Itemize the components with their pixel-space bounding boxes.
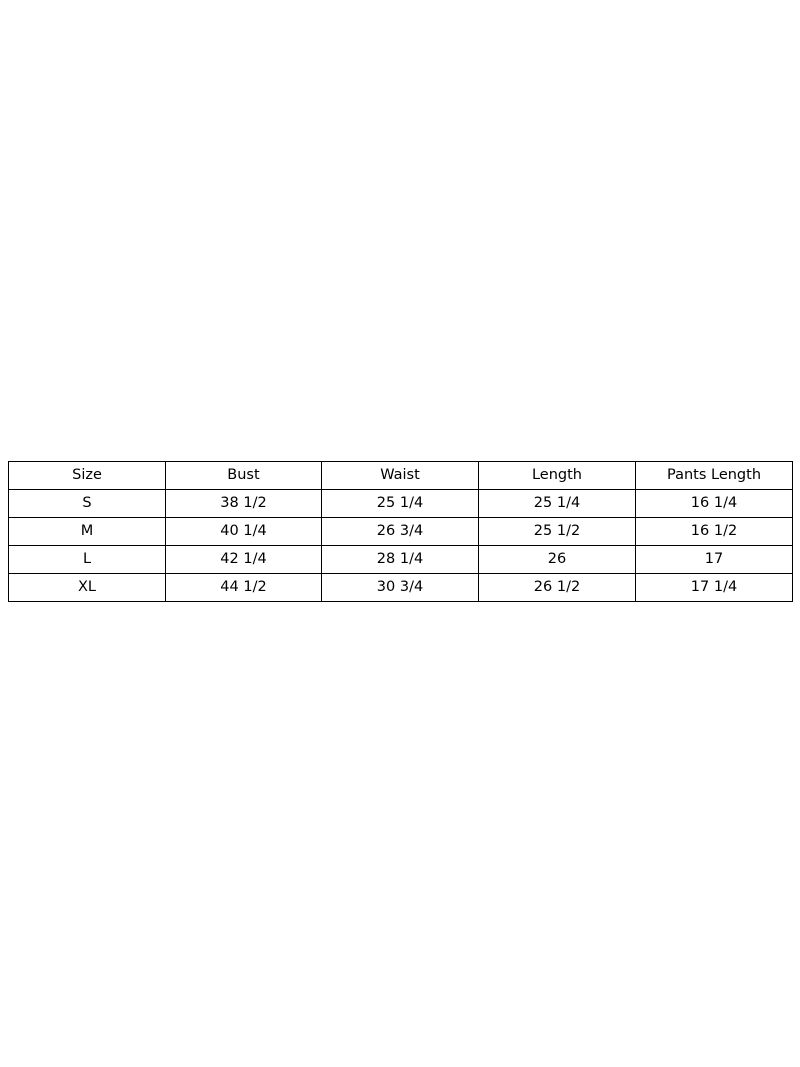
cell-pants-length: 17 1/4: [636, 574, 793, 602]
cell-waist: 25 1/4: [322, 490, 479, 518]
table-body: [9, 490, 793, 602]
table-header-row: [9, 462, 793, 490]
cell-pants-length: 16 1/4: [636, 490, 793, 518]
cell-length: 25 1/2: [479, 518, 636, 546]
cell-bust: 44 1/2: [166, 574, 322, 602]
column-header-length: Length: [479, 462, 636, 490]
cell-size: L: [9, 546, 166, 574]
table-row: [9, 574, 793, 602]
cell-bust: 40 1/4: [166, 518, 322, 546]
cell-length: 25 1/4: [479, 490, 636, 518]
column-header-size: Size: [9, 462, 166, 490]
table-row: [9, 546, 793, 574]
cell-size: XL: [9, 574, 166, 602]
cell-pants-length: 17: [636, 546, 793, 574]
cell-bust: 38 1/2: [166, 490, 322, 518]
size-chart-container: [8, 461, 792, 602]
cell-waist: 28 1/4: [322, 546, 479, 574]
table-row: [9, 518, 793, 546]
cell-waist: 30 3/4: [322, 574, 479, 602]
cell-size: M: [9, 518, 166, 546]
column-header-pants-length: Pants Length: [636, 462, 793, 490]
table-row: [9, 490, 793, 518]
table-header: [9, 462, 793, 490]
size-chart-table: [8, 461, 793, 602]
cell-length: 26: [479, 546, 636, 574]
cell-bust: 42 1/4: [166, 546, 322, 574]
column-header-waist: Waist: [322, 462, 479, 490]
cell-size: S: [9, 490, 166, 518]
column-header-bust: Bust: [166, 462, 322, 490]
cell-length: 26 1/2: [479, 574, 636, 602]
cell-pants-length: 16 1/2: [636, 518, 793, 546]
cell-waist: 26 3/4: [322, 518, 479, 546]
